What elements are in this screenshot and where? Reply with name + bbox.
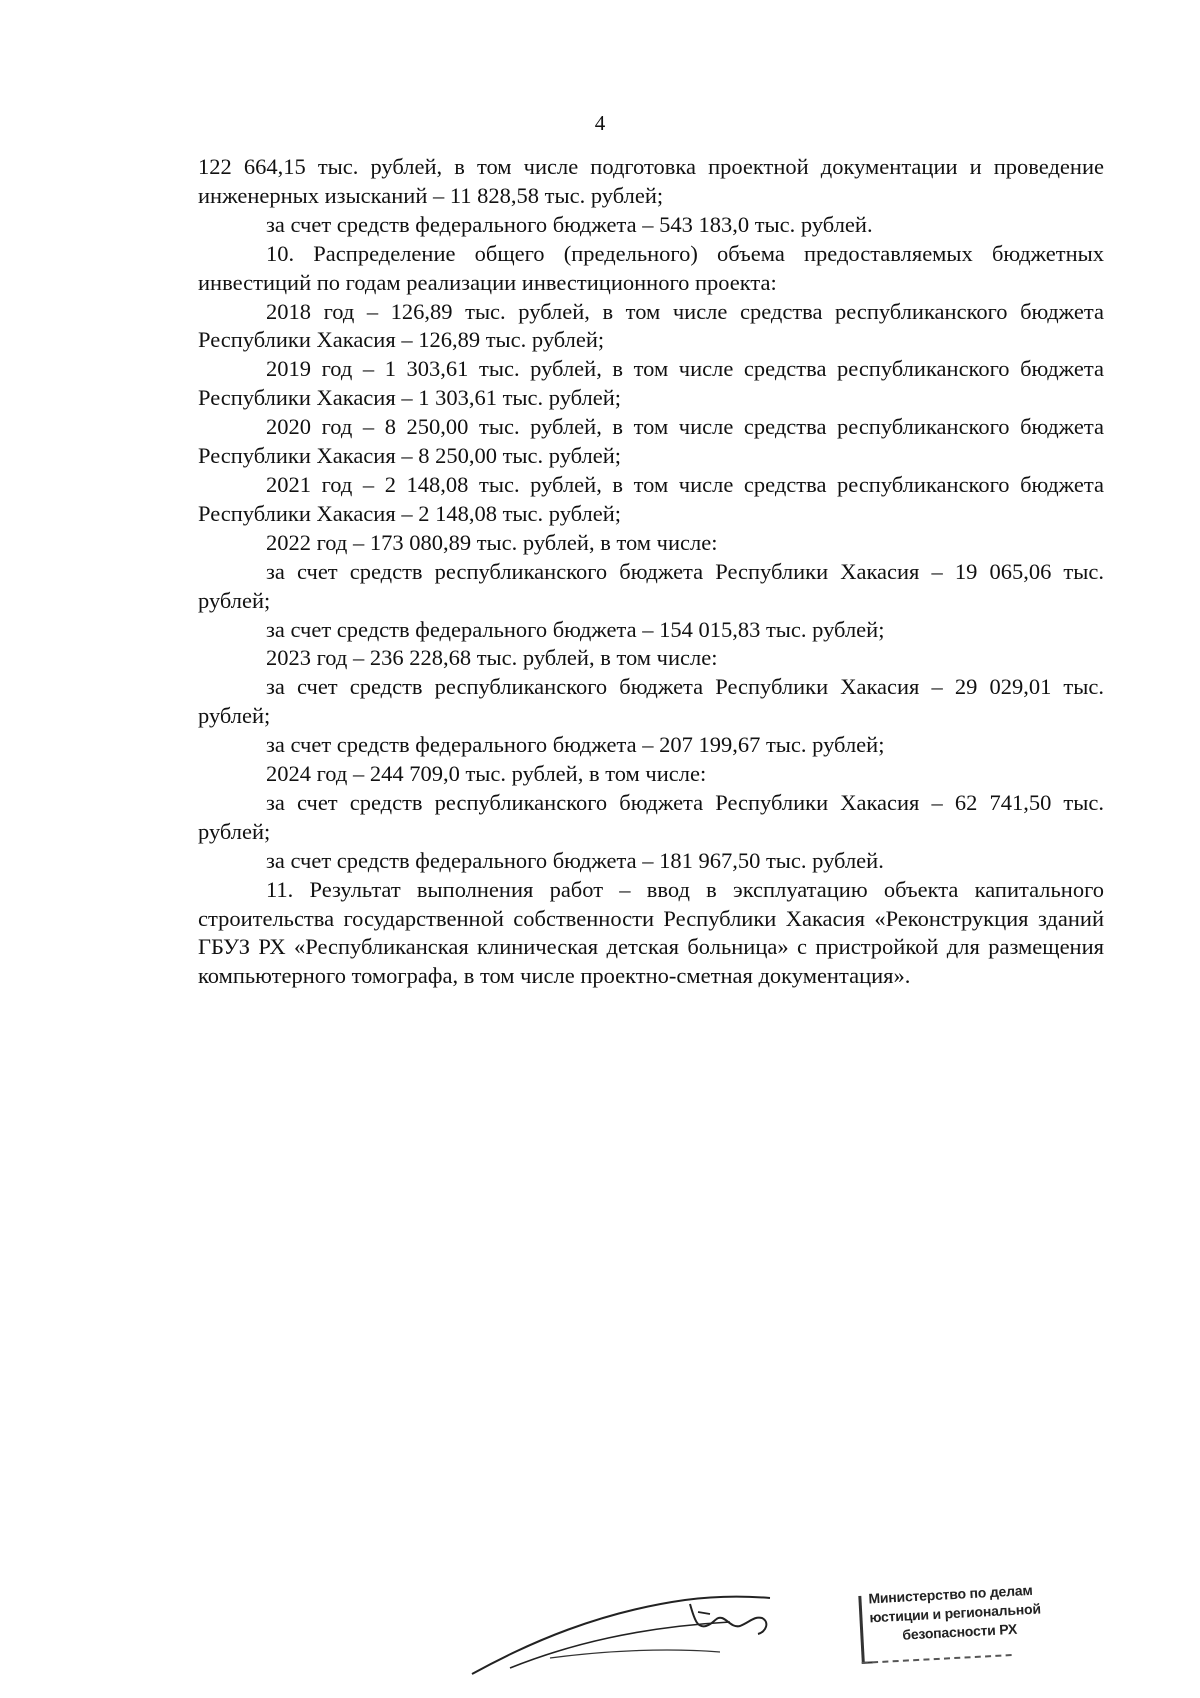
paragraph-year-2020: 2020 год – 8 250,00 тыс. рублей, в том числе средства республиканского бюджета Республики Хакасия – 8 250,00 тыс. рублей; (198, 414, 1104, 469)
paragraph-2022-republic-budget: за счет средств республиканского бюджета Республики Хакасия – 19 065,06 тыс. рублей; (198, 558, 1104, 613)
stamp-line-1: Министерство по делам (868, 1581, 1033, 1607)
stamp-line-3: безопасности РХ (901, 1620, 1018, 1643)
stamp-line-2: юстиции и региональной (869, 1600, 1042, 1626)
paragraph-year-2023: 2023 год – 236 228,68 тыс. рублей, в том числе: (266, 645, 718, 671)
paragraph-2023-republic-budget: за счет средств республиканского бюджета Республики Хакасия – 29 029,01 тыс. рублей; (198, 674, 1104, 729)
stamp-border-bottom (862, 1654, 1012, 1664)
paragraph-item-11: 11. Результат выполнения работ – ввод в эксплуатацию объекта капитального строительства государственной собственности Республики Хакасия «Реконструкция зданий ГБУЗ РХ «Республиканская клиническая детская больница» с пристройкой для размещения компьютерного томографа, в том числе проектно-сметная документация». (198, 876, 1104, 989)
document-body (198, 153, 1104, 991)
paragraph-federal-budget-total: за счет средств федерального бюджета – 543 183,0 тыс. рублей. (266, 211, 873, 237)
paragraph-2024-federal-budget: за счет средств федерального бюджета – 181 967,50 тыс. рублей. (266, 847, 884, 873)
paragraph-2022-federal-budget: за счет средств федерального бюджета – 154 015,83 тыс. рублей; (266, 616, 885, 642)
paragraph-year-2019: 2019 год – 1 303,61 тыс. рублей, в том числе средства республиканского бюджета Республики Хакасия – 1 303,61 тыс. рублей; (198, 356, 1104, 411)
page-number: 4 (594, 111, 606, 135)
paragraph-year-2022: 2022 год – 173 080,89 тыс. рублей, в том числе: (266, 529, 718, 555)
paragraph-continuation: 122 664,15 тыс. рублей, в том числе подготовка проектной документации и проведение инженерных изысканий – 11 828,58 тыс. рублей; (198, 154, 1104, 208)
official-stamp (858, 1578, 1092, 1674)
paragraph-item-10: 10. Распределение общего (предельного) объема предоставляемых бюджетных инвестиций по годам реализации инвестиционного проекта: (198, 240, 1104, 295)
paragraph-year-2021: 2021 год – 2 148,08 тыс. рублей, в том числе средства республиканского бюджета Республики Хакасия – 2 148,08 тыс. рублей; (198, 471, 1104, 526)
paragraph-year-2024: 2024 год – 244 709,0 тыс. рублей, в том числе: (266, 761, 707, 787)
paragraph-2023-federal-budget: за счет средств федерального бюджета – 207 199,67 тыс. рублей; (266, 732, 885, 758)
paragraph-2024-republic-budget: за счет средств республиканского бюджета Республики Хакасия – 62 741,50 тыс. рублей; (198, 789, 1104, 844)
handwritten-signature (470, 1582, 860, 1677)
paragraph-year-2018: 2018 год – 126,89 тыс. рублей, в том числе средства республиканского бюджета Республики Хакасия – 126,89 тыс. рублей; (198, 298, 1104, 353)
